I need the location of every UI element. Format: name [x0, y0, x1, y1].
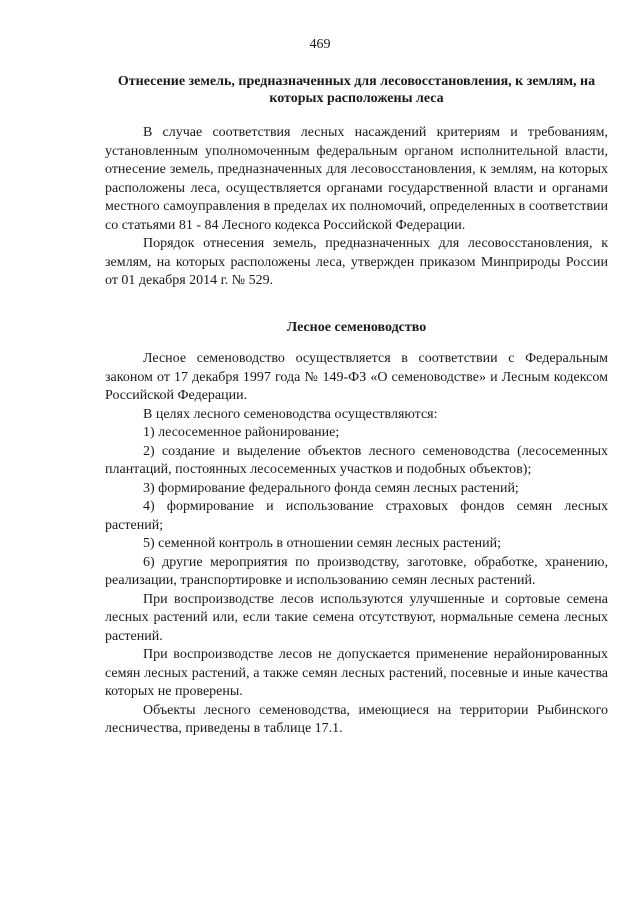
paragraph: В случае соответствия лесных насаждений критериям и требованиям, установленным уполномоченным федеральным органом исполнительной власти, отнесение земель, предназначенных для лесовосстановления, к землям, на которых расположены леса, осуществляется органами государственной власти и органами местного самоуправления в пределах их полномочий, определенных в соответствии со статьями 81 - 84 Лесного кодекса Российской Федерации. [105, 125, 608, 233]
page-number: 469 [309, 37, 331, 52]
list-item: 2) создание и выделение объектов лесного семеноводства (лесосеменных плантаций, постоянных лесосеменных участков и подобных объектов); [105, 443, 608, 477]
paragraph: В целях лесного семеноводства осуществляются: [143, 406, 438, 422]
section-body-forest-seed-production [105, 350, 608, 739]
paragraph: Лесное семеноводство осуществляется в соответствии с Федеральным законом от 17 декабря 1997 года № 149-ФЗ «О семеноводстве» и Лесным кодексом Российской Федерации. [105, 351, 608, 403]
section-body-land-classification [105, 124, 608, 291]
list-item: 5) семенной контроль в отношении семян лесных растений; [143, 536, 502, 551]
paragraph: При воспроизводстве лесов не допускается применение нерайонированных семян лесных растений, а также семян лесных растений, посевные и иные качества которых не проверены. [105, 647, 608, 699]
list-item: 4) формирование и использование страховых фондов семян лесных растений; [105, 499, 608, 533]
list-item: 1) лесосеменное районирование; [143, 425, 340, 440]
paragraph: Объекты лесного семеноводства, имеющиеся на территории Рыбинского лесничества, приведены в таблице 17.1. [105, 702, 608, 736]
paragraph: Порядок отнесения земель, предназначенных для лесовосстановления, к землям, на которых расположены леса, утвержден приказом Минприроды России от 01 декабря 2014 г. № 529. [105, 236, 608, 288]
list-item: 3) формирование федерального фонда семян лесных растений; [143, 480, 519, 496]
section-heading-forest-seed-production: Лесное семеноводство [286, 320, 427, 335]
list-item: 6) другие мероприятия по производству, заготовке, обработке, хранению, реализации, транспортировке и использованию семян лесных растений. [105, 554, 608, 588]
section-heading-land-classification: Отнесение земель, предназначенных для лесовосстановления, к землям, на которых расположены леса [117, 74, 596, 106]
paragraph: При воспроизводстве лесов используются улучшенные и сортовые семена лесных растений или, если такие семена отсутствуют, нормальные семена лесных растений. [105, 591, 608, 644]
